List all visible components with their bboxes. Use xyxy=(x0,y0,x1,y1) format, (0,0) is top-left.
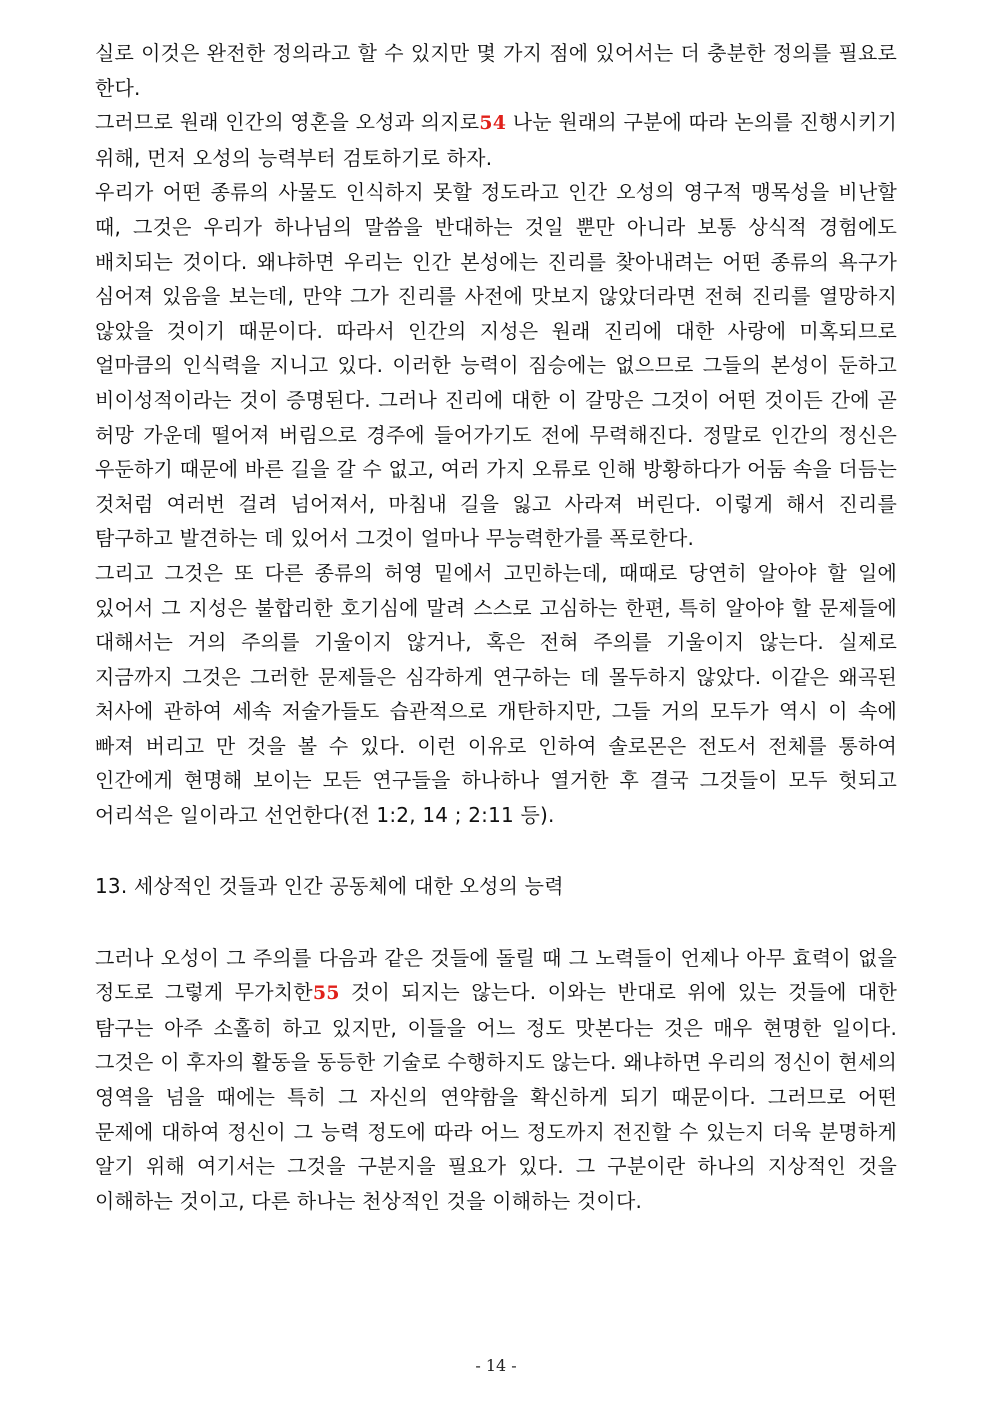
paragraph-2 xyxy=(95,105,897,175)
page-number: - 14 - xyxy=(475,1356,517,1375)
paragraph-text: 그리고 그것은 또 다른 종류의 허영 밑에서 고민하는데, 때때로 당연히 알아야 할 일에 있어서 그 지성은 불합리한 호기심에 말려 스스로 고심하는 한편, 특히 알아야 할 문제들에 대해서는 거의 주의를 기울이지 않거나, 혹은 전혀 주의를 기울이지 않는다. 실제로 지금까지 그것은 그러한 문제들은 심각하게 연구하는 데 몰두하지 않았다. 이같은 왜곡된 처사에 관하여 세속 저술가들도 습관적으로 개탄하지만, 그들 거의 모두가 역시 이 속에 빠져 버리고 만 것을 볼 수 있다. 이런 이유로 인하여 솔로몬은 전도서 전체를 통하여 인간에게 현명해 보이는 모든 연구들을 하나하나 열거한 후 결국 그것들이 모두 헛되고 어리석은 일이라고 선언한다(전 1:2, 14 ; 2:11 등). xyxy=(95,560,897,828)
paragraph-text: 그러므로 원래 인간의 영혼을 오성과 의지로 xyxy=(95,110,480,135)
paragraph-text: 우리가 어떤 종류의 사물도 인식하지 못할 정도라고 인간 오성의 영구적 맹목성을 비난할 때, 그것은 우리가 하나님의 말씀을 반대하는 것일 뿐만 아니라 보통 상식적 경험에도 배치되는 것이다. 왜냐하면 우리는 인간 본성에는 진리를 찾아내려는 어떤 종류의 욕구가 심어져 있음을 보는데, 만약 그가 진리를 사전에 맛보지 않았더라면 전혀 진리를 열망하지 않았을 것이기 때문이다. 따라서 인간의 지성은 원래 진리에 대한 사랑에 미혹되므로 얼마큼의 인식력을 지니고 있다. 이러한 능력이 짐승에는 없으므로 그들의 본성이 둔하고 비이성적이라는 것이 증명된다. 그러나 진리에 대한 이 갈망은 그것이 어떤 것이든 간에 곧 허망 가운데 떨어져 버림으로 경주에 들어가기도 전에 무력해진다. 정말로 인간의 정신은 우둔하기 때문에 바른 길을 갈 수 없고, 여러 가지 오류로 인해 방황하다가 어둠 속을 더듬는 것처럼 여러번 걸려 넘어져서, 마침내 길을 잃고 사라져 버린다. 이렇게 해서 진리를 탐구하고 발견하는 데 있어서 그것이 얼마나 무능력한가를 폭로한다. xyxy=(95,180,897,551)
footnote-marker-55[interactable]: 55 xyxy=(312,982,340,1005)
paragraph-text: 실로 이것은 완전한 정의라고 할 수 있지만 몇 가지 점에 있어서는 더 충분한 정의를 필요로 한다. xyxy=(95,41,897,100)
paragraph-3 xyxy=(95,175,897,556)
paragraph-1 xyxy=(95,36,897,105)
paragraph-text: 나눈 원래의 구분에 따라 논의를 진행시키기 위해, 먼저 오성의 능력부터 검토하기로 하자. xyxy=(95,110,897,170)
paragraph-text: 그러나 오성이 그 주의를 다음과 같은 것들에 돌릴 때 그 노력들이 언제나 아무 효력이 없을 정도로 그렇게 무가치한 xyxy=(95,945,897,1005)
paragraph-5 xyxy=(95,941,897,1219)
paragraph-text: 것이 되지는 않는다. 이와는 반대로 위에 있는 것들에 대한 탐구는 아주 소홀히 하고 있지만, 이들을 어느 정도 맛본다는 것은 매우 현명한 일이다. 그것은 이 후자의 활동을 동등한 기술로 수행하지도 않는다. 왜냐하면 우리의 정신이 현세의 영역을 넘을 때에는 특히 그 자신의 연약함을 확신하게 되기 때문이다. 그러므로 어떤 문제에 대하여 정신이 그 능력 정도에 따라 어느 정도까지 전진할 수 있는지 더욱 분명하게 알기 위해 여기서는 그것을 구분지을 필요가 있다. 그 구분이란 하나의 지상적인 것을 이해하는 것이고, 다른 하나는 천상적인 것을 이해하는 것이다. xyxy=(95,980,897,1213)
section-heading: 13. 세상적인 것들과 인간 공동체에 대한 오성의 능력 xyxy=(95,873,564,898)
paragraph-4 xyxy=(95,556,897,833)
footnote-marker-54[interactable]: 54 xyxy=(479,112,507,135)
document-body xyxy=(95,36,897,1218)
